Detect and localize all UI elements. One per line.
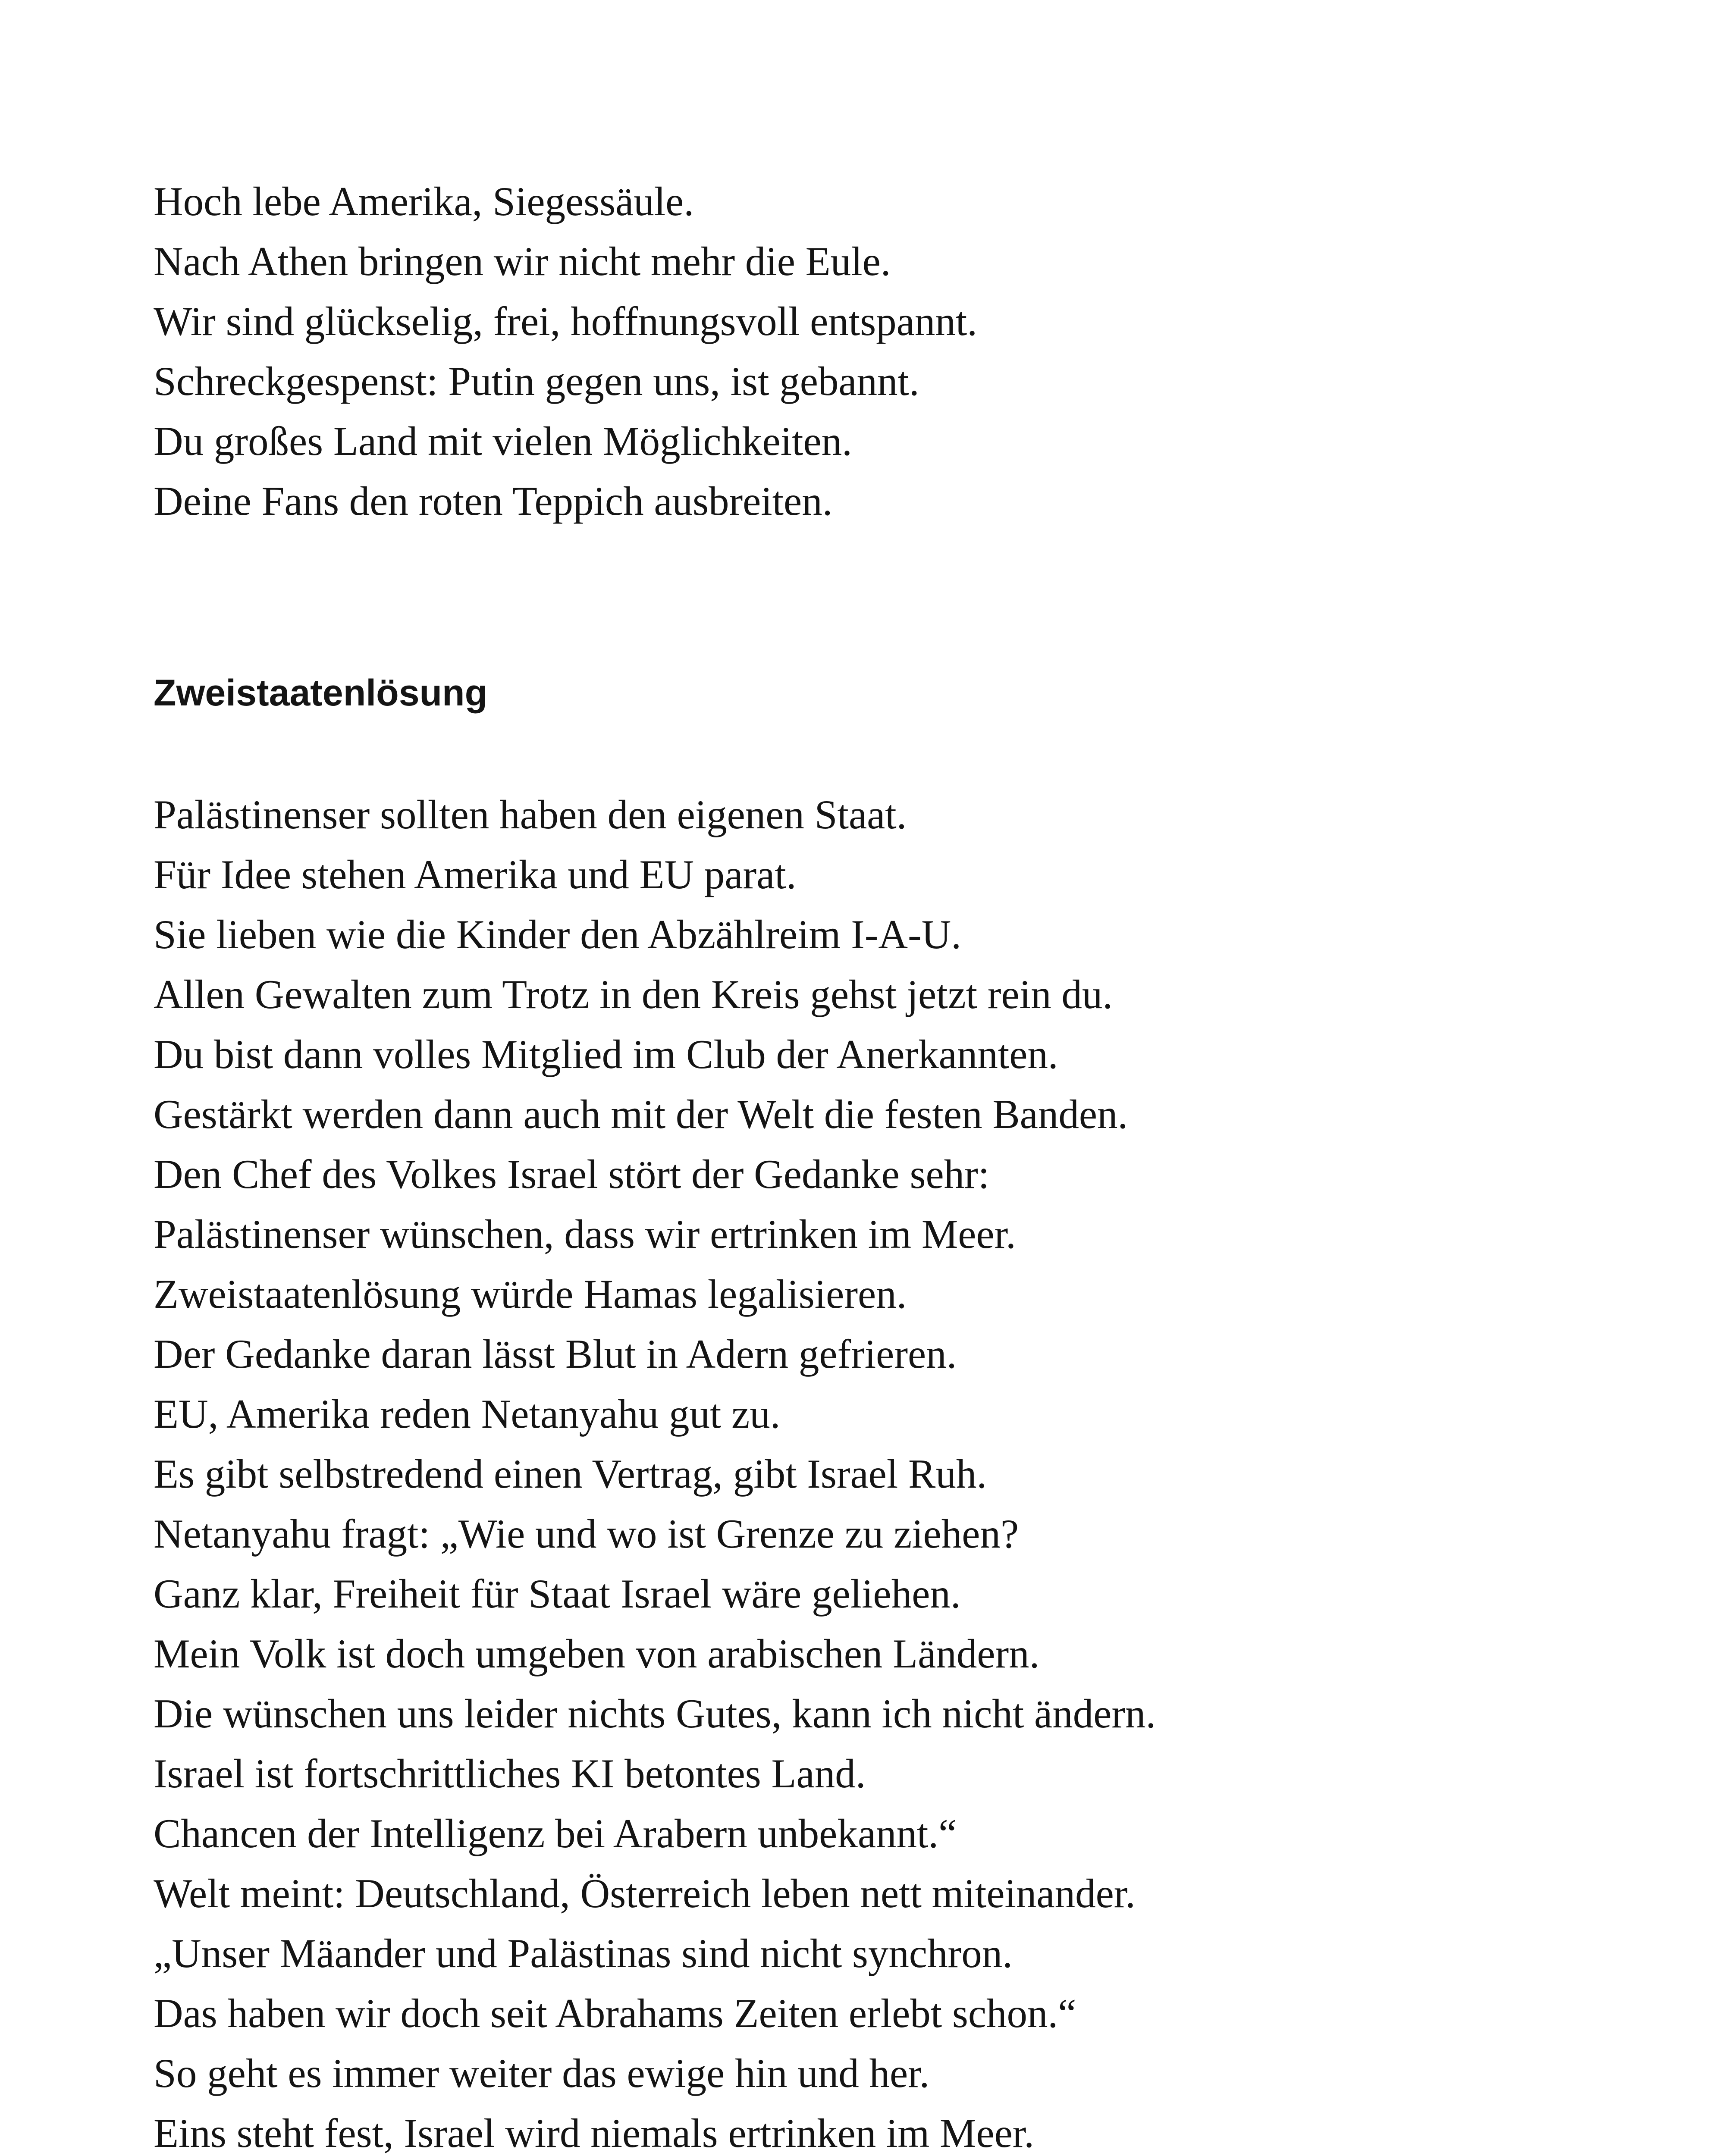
poem-body	[154, 785, 1156, 2156]
verse-line: Allen Gewalten zum Trotz in den Kreis gehst jetzt rein du.	[154, 971, 1113, 1017]
verse-line: Palästinenser sollten haben den eigenen Staat.	[154, 792, 907, 837]
verse-line: Mein Volk ist doch umgeben von arabischen Ländern.	[154, 1631, 1040, 1677]
verse-line: Ganz klar, Freiheit für Staat Israel wäre geliehen.	[154, 1571, 961, 1617]
poem-title: Zweistaatenlösung	[154, 672, 488, 714]
verse-line: Chancen der Intelligenz bei Arabern unbekannt.“	[154, 1811, 957, 1856]
verse-line: Welt meint: Deutschland, Österreich leben nett miteinander.	[154, 1871, 1136, 1916]
verse-line: EU, Amerika reden Netanyahu gut zu.	[154, 1391, 781, 1437]
verse-line: Du bist dann volles Mitglied im Club der Anerkannten.	[154, 1031, 1058, 1077]
verse-line: Die wünschen uns leider nichts Gutes, kann ich nicht ändern.	[154, 1691, 1156, 1736]
verse-line: Der Gedanke daran lässt Blut in Adern gefrieren.	[154, 1331, 957, 1377]
verse-line: Du großes Land mit vielen Möglichkeiten.	[154, 418, 852, 464]
verse-line: Israel ist fortschrittliches KI betontes Land.	[154, 1751, 866, 1796]
verse-line: So geht es immer weiter das ewige hin und her.	[154, 2050, 930, 2096]
verse-line: Zweistaatenlösung würde Hamas legalisieren.	[154, 1271, 907, 1317]
verse-line: Hoch lebe Amerika, Siegessäule.	[154, 179, 694, 224]
verse-line: Nach Athen bringen wir nicht mehr die Eule.	[154, 238, 891, 284]
verse-line: „Unser Mäander und Palästinas sind nicht synchron.	[154, 1930, 1013, 1976]
verse-line: Wir sind glückselig, frei, hoffnungsvoll entspannt.	[154, 298, 977, 344]
verse-line: Netanyahu fragt: „Wie und wo ist Grenze zu ziehen?	[154, 1511, 1019, 1557]
verse-line: Eins steht fest, Israel wird niemals ertrinken im Meer.	[154, 2110, 1034, 2156]
intro-stanza	[154, 172, 977, 531]
verse-line: Gestärkt werden dann auch mit der Welt die festen Banden.	[154, 1091, 1128, 1137]
verse-line: Es gibt selbstredend einen Vertrag, gibt Israel Ruh.	[154, 1451, 987, 1497]
verse-line: Deine Fans den roten Teppich ausbreiten.	[154, 478, 833, 524]
verse-line: Den Chef des Volkes Israel stört der Gedanke sehr:	[154, 1151, 990, 1197]
verse-line: Das haben wir doch seit Abrahams Zeiten erlebt schon.“	[154, 1990, 1076, 2036]
verse-line: Palästinenser wünschen, dass wir ertrinken im Meer.	[154, 1211, 1016, 1257]
verse-line: Sie lieben wie die Kinder den Abzählreim I-A-U.	[154, 912, 962, 957]
verse-line: Für Idee stehen Amerika und EU parat.	[154, 852, 797, 897]
verse-line: Schreckgespenst: Putin gegen uns, ist gebannt.	[154, 358, 919, 404]
